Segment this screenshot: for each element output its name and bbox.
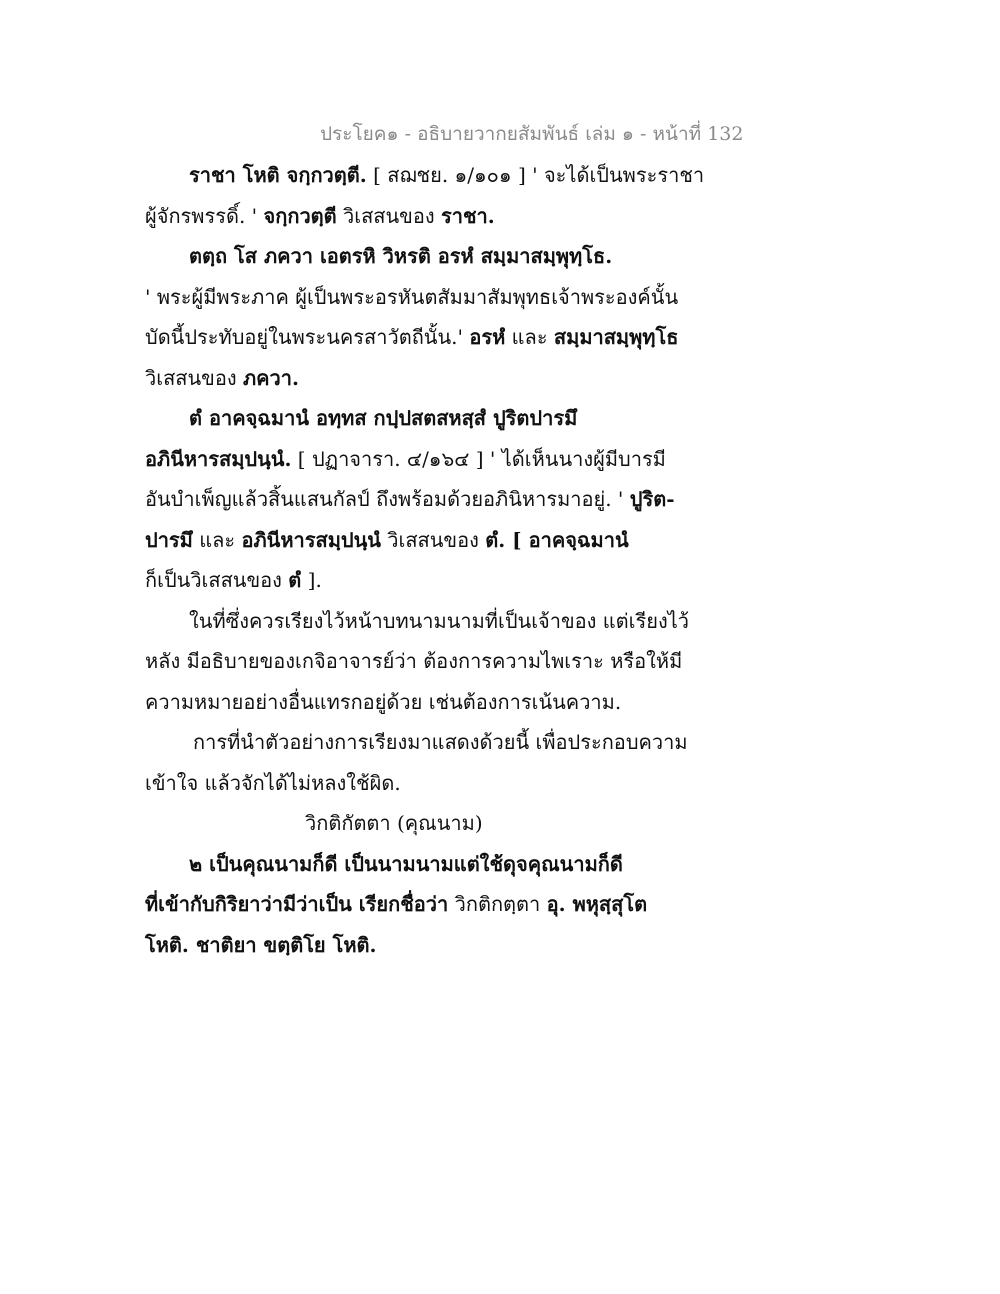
text-segment: ผู้จักรพรรดิ์. ' bbox=[145, 203, 264, 228]
text-line bbox=[145, 479, 705, 520]
page-header: ประโยค๑ - อธิบายวากยสัมพันธ์ เล่ม ๑ - หน้าที่ 132 bbox=[320, 123, 744, 145]
text-segment: ก็เป็นวิเสสนของ bbox=[145, 568, 289, 592]
text-segment: [ ปฏาจารา. ๔/๑๖๔ ] ' ได้เห็นนางผู้มีบารมี bbox=[291, 446, 666, 471]
text-segment: วิเสสนของ bbox=[336, 203, 441, 228]
bold-text-segment: ปารมึ bbox=[145, 527, 193, 552]
text-segment: เข้าใจ แล้วจักได้ไม่หลงใช้ผิด. bbox=[145, 770, 401, 795]
text-segment: และ bbox=[192, 527, 242, 552]
text-segment: วิกติกัตตา (คุณนาม) bbox=[305, 811, 483, 835]
bold-text-segment: ที่เข้ากับกิริยาว่ามีว่าเป็น เรียกชื่อว่า bbox=[145, 892, 449, 916]
text-segment: ]. bbox=[301, 568, 322, 592]
text-line bbox=[145, 317, 705, 358]
text-line bbox=[145, 641, 705, 682]
bold-text-segment: ปูริต- bbox=[629, 487, 675, 511]
bold-text-segment: ตตฺถ โส ภควา เอตรหิ วิหรติ อรหํ สมฺมาสมฺพุทฺโธ. bbox=[189, 244, 613, 268]
text-segment: บัดนี้ประทับอยู่ในพระนครสาวัตถีนั้น.' bbox=[145, 325, 470, 349]
text-line bbox=[145, 925, 705, 966]
bold-text-segment: จกฺกวตฺตี bbox=[263, 203, 337, 228]
text-line bbox=[145, 196, 705, 237]
bold-text-segment: สมฺมาสมฺพุทฺโธ bbox=[553, 325, 679, 349]
bold-text-segment: ราชา. bbox=[441, 203, 495, 228]
text-segment: วิกติกตฺตา bbox=[448, 892, 547, 916]
text-line bbox=[145, 398, 705, 439]
text-segment: วิเสสนของ bbox=[145, 365, 243, 390]
text-segment: [ สฌชย. ๑/๑๐๑ ] ' จะได้เป็นพระราชา bbox=[366, 163, 705, 187]
text-line bbox=[145, 439, 705, 480]
text-segment: การที่นำตัวอย่างการเรียงมาแสดงด้วยนี้ เพื่อประกอบความ bbox=[193, 730, 688, 754]
bold-text-segment: โหติ. ชาติยา ขตฺติโย โหติ. bbox=[145, 932, 377, 957]
bold-text-segment: ๒ เป็นคุณนามก็ดี เป็นนามนามแต่ใช้ดุจคุณนามก็ดี bbox=[189, 851, 623, 876]
text-line bbox=[145, 358, 705, 399]
text-segment: อันบำเพ็ญแล้วสิ้นแสนกัลป์ ถึงพร้อมด้วยอภินิหารมาอยู่. ' bbox=[145, 487, 630, 511]
text-line bbox=[145, 601, 705, 642]
bold-text-segment: ภควา. bbox=[242, 365, 299, 390]
text-line bbox=[145, 236, 705, 277]
bold-text-segment: ตํ. [ อาคจฺฉมานํ bbox=[485, 527, 629, 552]
document-body bbox=[145, 155, 705, 965]
text-line bbox=[145, 803, 705, 844]
bold-text-segment: ราชา โหติ จกฺกวตฺตี. bbox=[189, 163, 367, 187]
text-segment: ' พระผู้มีพระภาค ผู้เป็นพระอรหันตสัมมาสัมพุทธเจ้าพระองค์นั้น bbox=[145, 284, 679, 309]
bold-text-segment: ตํ อาคจฺฉมานํ อทฺทส กปฺปสตสหสฺสํ ปูริตปารมึ bbox=[189, 406, 578, 430]
text-segment: ความหมายอย่างอื่นแทรกอยู่ด้วย เช่นต้องการเน้นความ. bbox=[145, 689, 622, 714]
bold-text-segment: อรหํ bbox=[469, 325, 506, 349]
bold-text-segment: อภินีหารสมฺปนฺนํ bbox=[241, 527, 381, 552]
text-line bbox=[145, 277, 705, 318]
text-line bbox=[145, 884, 705, 925]
text-segment: วิเสสนของ bbox=[380, 527, 486, 552]
text-line bbox=[145, 682, 705, 723]
text-segment: ในที่ซึ่งควรเรียงไว้หน้าบทนามนามที่เป็นเจ้าของ แต่เรียงไว้ bbox=[189, 608, 690, 633]
text-line bbox=[145, 520, 705, 561]
text-line bbox=[145, 560, 705, 601]
bold-text-segment: อภินีหารสมฺปนฺนํ. bbox=[145, 446, 292, 471]
bold-text-segment: อุ. พหุสฺสุโต bbox=[546, 892, 648, 916]
text-segment: และ bbox=[505, 325, 554, 349]
text-line bbox=[145, 722, 705, 763]
text-line bbox=[145, 763, 705, 804]
text-segment: หลัง มีอธิบายของเกจิอาจารย์ว่า ต้องการความไพเราะ หรือให้มี bbox=[145, 649, 683, 673]
bold-text-segment: ตํ bbox=[288, 568, 302, 592]
text-line bbox=[145, 844, 705, 885]
text-line bbox=[145, 155, 705, 196]
